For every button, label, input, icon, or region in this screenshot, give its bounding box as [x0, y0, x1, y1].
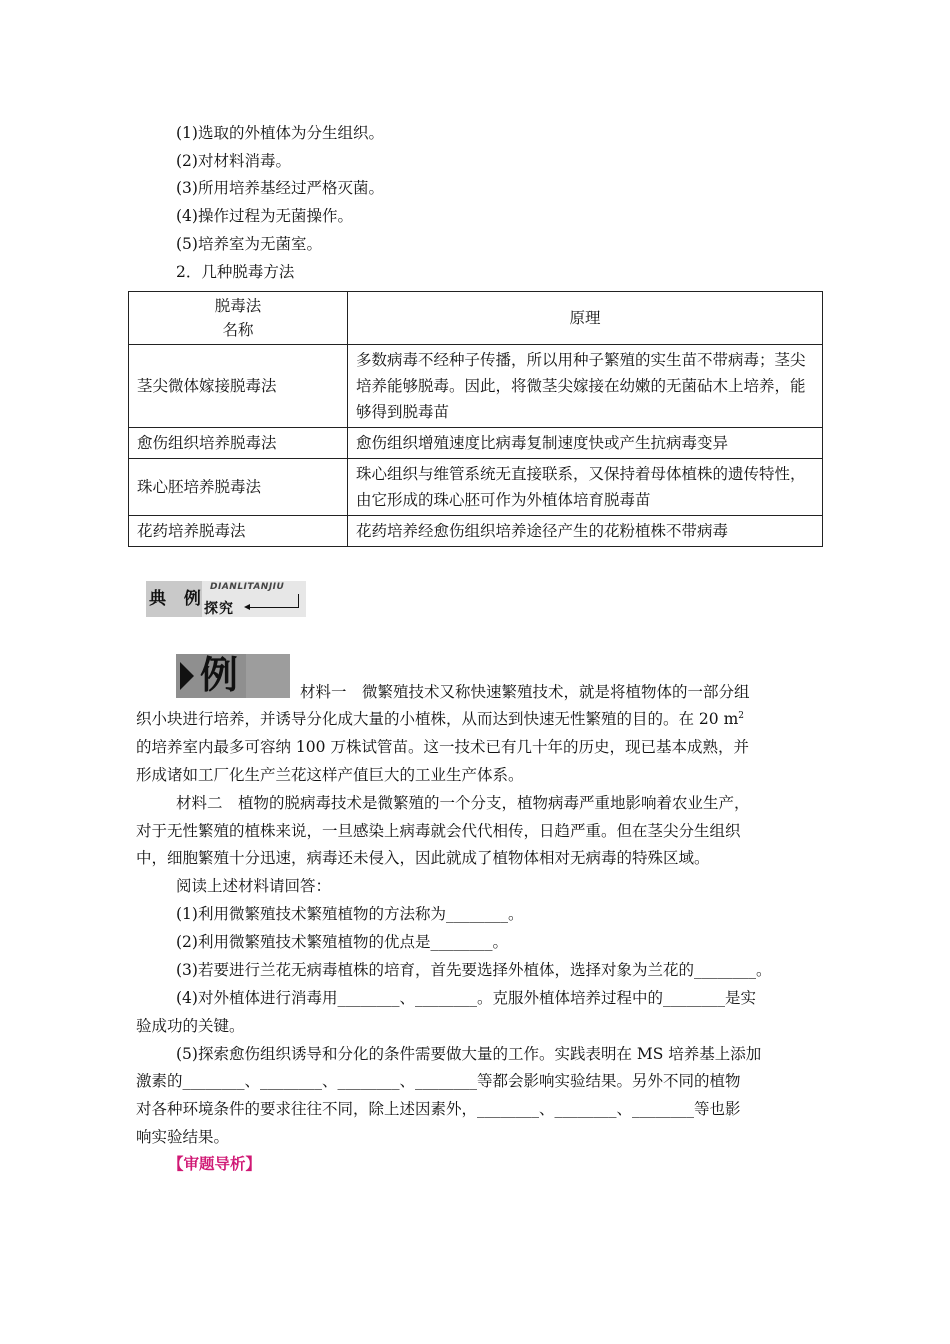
- material-one-line: 材料一 微繁殖技术又称快速繁殖技术，就是将植物体的一部分组: [300, 683, 750, 701]
- material-one-line: [136, 707, 744, 729]
- analysis-label: 【审题导析】: [168, 1154, 262, 1173]
- method-principle: 花药培养经愈伤组织培养途径产生的花粉植株不带病毒: [348, 516, 823, 547]
- banner-title: 典 例: [149, 589, 207, 609]
- header-method-name: [129, 292, 348, 345]
- banner-subtitle: 探究: [204, 601, 234, 617]
- play-triangle-icon: [180, 662, 194, 690]
- question-prompt: 阅读上述材料请回答：: [176, 877, 332, 895]
- method-principle: 愈伤组织增殖速度比病毒复制速度快或产生抗病毒变异: [348, 428, 823, 459]
- table-row: [129, 345, 823, 428]
- intro-item: (1)选取的外植体为分生组织。: [176, 124, 384, 142]
- method-name: 花药培养脱毒法: [129, 516, 348, 547]
- section-title: 2．几种脱毒方法: [176, 263, 295, 281]
- table-row: [129, 459, 823, 516]
- method-name: 珠心胚培养脱毒法: [129, 459, 348, 516]
- banner-arrow-hook: [298, 594, 299, 608]
- question-4-cont: 验成功的关键。: [136, 1017, 245, 1035]
- question-3: (3)若要进行兰花无病毒植株的培育，首先要选择外植体，选择对象为兰花的________。: [176, 961, 772, 979]
- intro-item: (5)培养室为无菌室。: [176, 235, 322, 253]
- material-two-line: 中，细胞繁殖十分迅速，病毒还未侵入，因此就成了植物体相对无病毒的特殊区域。: [136, 849, 710, 867]
- intro-item: (3)所用培养基经过严格灭菌。: [176, 179, 384, 197]
- material-two-line: 对于无性繁殖的植株来说，一旦感染上病毒就会代代相传，日趋严重。但在茎尖分生组织: [136, 822, 741, 840]
- question-5-cont: 对各种环境条件的要求往往不同，除上述因素外，________、________、________等也影: [136, 1100, 741, 1118]
- material-two-line: 材料二 植物的脱病毒技术是微繁殖的一个分支，植物病毒严重地影响着农业生产，: [176, 794, 750, 812]
- question-5-cont: 响实验结果。: [136, 1128, 230, 1146]
- question-4: (4)对外植体进行消毒用________、________。克服外植体培养过程中的________是实: [176, 989, 756, 1007]
- method-name: 愈伤组织培养脱毒法: [129, 428, 348, 459]
- question-1: (1)利用微繁殖技术繁殖植物的方法称为________。: [176, 905, 524, 923]
- method-principle: 珠心组织与维管系统无直接联系，又保持着母体植株的遗传特性，由它形成的珠心胚可作为外植体培育脱毒苗: [348, 459, 823, 516]
- method-principle: 多数病毒不经种子传播，所以用种子繁殖的实生苗不带病毒；茎尖培养能够脱毒。因此，将微茎尖嫁接在幼嫩的无菌砧木上培养，能够得到脱毒苗: [348, 345, 823, 428]
- method-name: 茎尖微体嫁接脱毒法: [129, 345, 348, 428]
- header-name-line: 脱毒法: [214, 297, 262, 315]
- example-badge: [176, 654, 290, 698]
- question-5-cont: 激素的________、________、________、________等都会影响实验结果。另外不同的植物: [136, 1072, 741, 1090]
- header-name-line: 名称: [222, 321, 254, 339]
- material-one-line: 的培养室内最多可容纳 100 万株试管苗。这一技术已有几十年的历史，现已基本成熟，并: [136, 738, 749, 756]
- example-char: 例: [200, 653, 239, 697]
- example-section-banner: [146, 581, 306, 619]
- banner-arrow-line: [246, 607, 298, 608]
- intro-item: (2)对材料消毒。: [176, 152, 291, 170]
- question-5: (5)探索愈伤组织诱导和分化的条件需要做大量的工作。实践表明在 MS 培养基上添加: [176, 1045, 762, 1063]
- intro-item: (4)操作过程为无菌操作。: [176, 207, 353, 225]
- banner-pinyin: DIANLITANJIU: [210, 582, 285, 592]
- superscript-two: 2: [738, 710, 745, 721]
- header-principle: 原理: [348, 292, 823, 345]
- table-row: [129, 428, 823, 459]
- table-header-row: [129, 292, 823, 345]
- detox-methods-table: [128, 291, 823, 547]
- material-one-text: 织小块进行培养，并诱导分化成大量的小植株，从而达到快速无性繁殖的目的。在 20 m: [136, 710, 739, 728]
- material-one-line: 形成诸如工厂化生产兰花这样产值巨大的工业生产体系。: [136, 766, 524, 784]
- question-2: (2)利用微繁殖技术繁殖植物的优点是________。: [176, 933, 508, 951]
- badge-light-block: [246, 654, 290, 698]
- table-row: [129, 516, 823, 547]
